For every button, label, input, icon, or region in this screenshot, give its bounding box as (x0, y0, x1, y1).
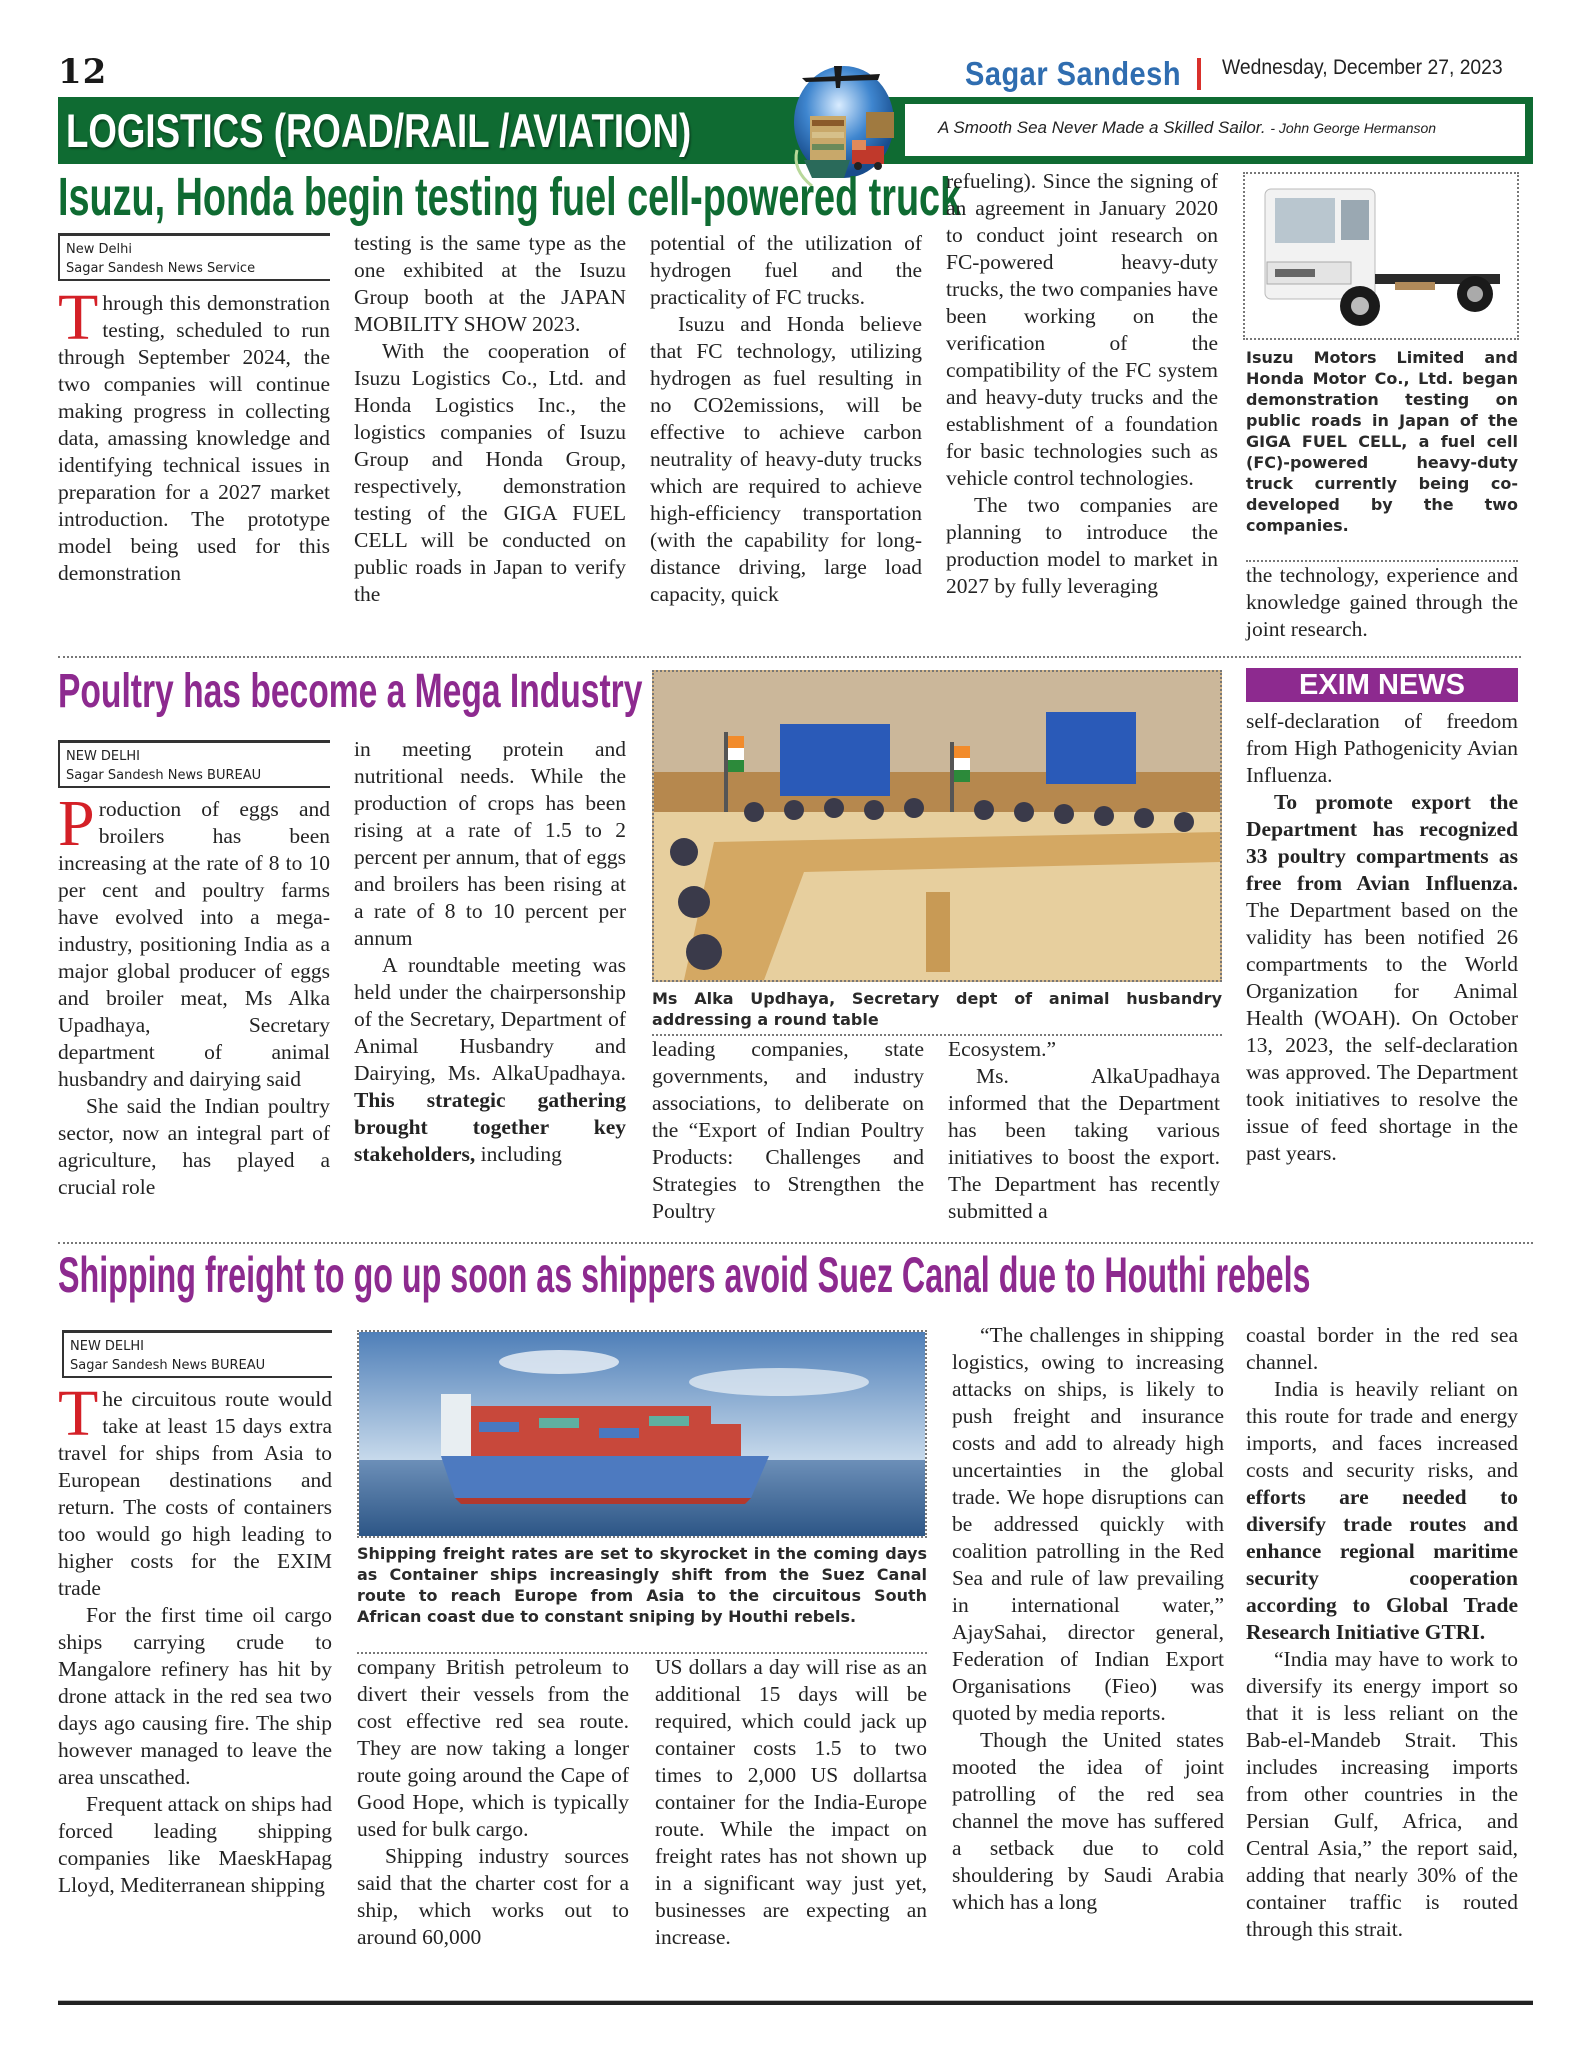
paragraph-text: The Department based on the validity has been notified 26 compartments to the World Organization for Animal Health (WOAH). On October 13, 2023, the self-declaration was approved. The Department took initiatives to resolve the issue of feed shortage in the past years. (1246, 898, 1518, 1165)
paragraph: Isuzu and Honda believe that FC technology, utilizing hydrogen as fuel resulting in no CO2emissions, will be effective to achieve carbon neutrality of heavy-duty trucks which are required to achieve high-efficiency transportation (with the capability for long-distance driving, large load capacity, quick (650, 312, 922, 606)
section-divider (58, 656, 1521, 658)
paragraph-text: India is heavily reliant on this route for trade and energy imports, and faces increased costs and security risks, and (1246, 1377, 1518, 1482)
article3-headline: Shipping freight to go up soon as shippers avoid Suez Canal due to Houthi rebels (58, 1247, 1311, 1303)
newspaper-brand: Sagar Sandesh (965, 56, 1182, 93)
byline-place: NEW DELHI (66, 749, 141, 764)
paragraph: Though the United states mooted the idea of joint patrolling of the red sea channel the move has suffered a setback due to cold shouldering by Saudi Arabia which has a long (952, 1728, 1224, 1914)
bold-text: efforts are needed to diversify trade routes and enhance regional maritime security cooperation according to Global Trade Research Initiative GTRI. (1246, 1485, 1518, 1644)
paragraph-text: A roundtable meeting was held under the chairpersonship of the Secretary, Department of Animal Husbandry and Dairying, Ms. AlkaUpadhaya. (354, 953, 626, 1085)
paragraph: Frequent attack on ships had forced leading shipping companies like MaeskHapag Lloyd, Mediterranean shipping (58, 1792, 333, 1897)
article2-column-1 (58, 787, 330, 1201)
article3-column-3 (655, 1654, 927, 1951)
paragraph: “India may have to work to diversify its energy import so that it is less reliant on the Bab-el-Mandeb Strait. This includes increasing imports from other countries in the Persian Gulf, Africa, and Central Asia,” the report said, adding that nearly 30% of the container traffic is routed through this strait. (1246, 1647, 1518, 1941)
byline-source: Sagar Sandesh News BUREAU (66, 768, 262, 783)
article3-byline (62, 1330, 332, 1378)
truck-photo (1243, 172, 1519, 340)
section-title: LOGISTICS (ROAD/RAIL /AVIATION) (66, 104, 692, 157)
article2-headline: Poultry has become a Mega Industry (58, 665, 643, 718)
byline-place: NEW DELHI (70, 1339, 145, 1354)
article1-headline: Isuzu, Honda begin testing fuel cell-powered truck (58, 167, 962, 227)
paragraph: hrough this demonstration testing, scheduled to run through September 2024, the two companies will continue making progress in collecting data, amassing knowledge and identifying technical issues in preparation for a 2027 market introduction. The prototype model being used for this demonstration (58, 291, 330, 585)
paragraph: Ms. AlkaUpadhaya informed that the Department has been taking various initiatives to boost the export. The Department has recently submitted a (948, 1064, 1220, 1223)
article1-column-5 (1246, 562, 1518, 643)
brand-separator (1197, 58, 1201, 90)
paragraph (1246, 789, 1518, 1167)
article1-column-2 (354, 230, 626, 608)
issue-date: Wednesday, December 27, 2023 (1222, 56, 1503, 79)
byline-source: Sagar Sandesh News BUREAU (70, 1358, 266, 1373)
container-ship-photo-caption: Shipping freight rates are set to skyrocket in the coming days as Container ships increasingly shift from the Suez Canal route to reach Europe from Asia to the circuitous South African coast due to constant sniping by Houthi rebels. (357, 1544, 927, 1626)
footer-rule (58, 2000, 1533, 2005)
paragraph: self-declaration of freedom from High Pathogenicity Avian Influenza. (1246, 709, 1518, 787)
article1-byline (58, 233, 330, 281)
byline-source: Sagar Sandesh News Service (66, 261, 256, 276)
roundtable-photo-caption: Ms Alka Updhaya, Secretary dept of animal husbandry addressing a round table (652, 989, 1222, 1029)
article3-column-2 (357, 1654, 629, 1951)
paragraph: Shipping industry sources said that the charter cost for a ship, which works out to around 60,000 (357, 1844, 629, 1949)
paragraph: coastal border in the red sea channel. (1246, 1323, 1518, 1374)
roundtable-photo (652, 670, 1222, 982)
paragraph (1246, 1376, 1518, 1646)
paragraph: US dollars a day will rise as an additional 15 days will be required, which could jack up container costs 1.5 to two times to 2,000 US dollartsa container for the India-Europe route. While the impact on freight rates has not shown up in a significant way just yet, businesses are expecting an increase. (655, 1655, 927, 1949)
paragraph-text: including (480, 1142, 562, 1166)
article1-column-1 (58, 281, 330, 587)
article2-column-3 (652, 1036, 924, 1225)
container-ship-image-icon (359, 1332, 925, 1536)
dropcap: P (58, 787, 95, 860)
article1-column-4 (946, 168, 1218, 600)
paragraph: The two companies are planning to introduce the production model to market in 2027 by fully leveraging (946, 493, 1218, 598)
fuel-cell-truck-image-icon (1245, 174, 1517, 338)
article3-column-5 (1246, 1322, 1518, 1943)
paragraph: he circuitous route would take at least 15 days extra travel for ships from Asia to European destinations and return. The costs of containers too would go high leading to higher costs for the EXIM trade (58, 1387, 332, 1600)
article3-column-1 (58, 1377, 333, 1899)
paragraph: For the first time oil cargo ships carrying crude to Mangalore refinery has hit by drone attack in the red sea two days ago causing fire. The ship however managed to leave the area unscathed. (58, 1603, 332, 1789)
paragraph: roduction of eggs and broilers has been increasing at the rate of 8 to 10 per cent and poultry farms have evolved into a mega-industry, positioning India as a major global producer of eggs and broiler meat, Ms Alka Upadhaya, Secretary department of animal husbandry and dairying said (58, 797, 330, 1091)
paragraph: refueling). Since the signing of an agreement in January 2020 to conduct joint research on FC-powered heavy-duty trucks, the two companies have been working on the verification of the compatibility of the FC system and heavy-duty trucks and the establishment of a foundation for basic technologies such as vehicle control technologies. (946, 169, 1218, 490)
paragraph: She said the Indian poultry sector, now an integral part of agriculture, has played a crucial role (58, 1094, 330, 1199)
exim-news-label: EXIM NEWS (1246, 668, 1518, 702)
masthead-quote (938, 118, 1436, 138)
article2-column-4 (948, 1036, 1220, 1225)
quote-author: - John George Hermanson (1270, 120, 1437, 136)
article1-column-3 (650, 230, 922, 608)
byline-place: New Delhi (66, 242, 132, 257)
paragraph (354, 952, 626, 1168)
paragraph: Ecosystem.” (948, 1037, 1057, 1061)
paragraph: the technology, experience and knowledge gained through the joint research. (1246, 563, 1518, 641)
paragraph: testing is the same type as the one exhibited at the Isuzu Group booth at the JAPAN MOBILITY SHOW 2023. (354, 231, 626, 336)
quote-text: A Smooth Sea Never Made a Skilled Sailor. (938, 118, 1266, 137)
paragraph: With the cooperation of Isuzu Logistics Co., Ltd. and Honda Logistics Inc., the logistics companies of Isuzu Group and Honda Group, respectively, demonstration testing of the GIGA FUEL CELL will be conducted on public roads in Japan to verify the (354, 339, 626, 606)
paragraph: potential of the utilization of hydrogen fuel and the practicality of FC trucks. (650, 231, 922, 309)
page-number: 12 (58, 52, 108, 92)
article2-column-2 (354, 736, 626, 1168)
dropcap: T (58, 281, 99, 354)
paragraph: leading companies, state governments, and industry associations, to deliberate on the “Export of Indian Poultry Products: Challenges and Strategies to Strengthen the Poultry (652, 1037, 924, 1223)
dropcap: T (58, 1377, 99, 1450)
article3-column-4 (952, 1322, 1224, 1916)
meeting-room-image-icon (654, 672, 1220, 980)
bold-text: This strategic gathering brought together key stakeholders, (354, 1088, 626, 1166)
paragraph: “The challenges in shipping logistics, owing to increasing attacks on ships, is likely to push freight and insurance costs and add to already high uncertainties in the global trade. We hope disruptions can be addressed quickly with coalition patrolling in the Red Sea and rule of law prevailing in international water,” AjaySahai, director general, Federation of Indian Export Organisations (Fieo) was quoted by media reports. (952, 1323, 1224, 1725)
article2-column-5 (1246, 708, 1518, 1167)
container-ship-photo (357, 1330, 927, 1538)
truck-photo-caption: Isuzu Motors Limited and Honda Motor Co., Ltd. began demonstration testing on public roads in Japan of the GIGA FUEL CELL, a fuel cell (FC)-powered heavy-duty truck currently being co-developed by the two companies. (1246, 348, 1518, 535)
article2-byline (58, 740, 330, 788)
bold-text: To promote export the Department has recognized 33 poultry compartments as free from Avian Influenza. (1246, 790, 1518, 895)
paragraph: company British petroleum to divert their vessels from the cost effective red sea route. They are now taking a longer route going around the Cape of Good Hope, which is typically used for bulk cargo. (357, 1655, 629, 1841)
paragraph: in meeting protein and nutritional needs. While the production of crops has been rising at a rate of 1.5 to 2 percent per annum, that of eggs and broilers has been rising at a rate of 8 to 10 percent per annum (354, 737, 626, 950)
section-divider (58, 1242, 1533, 1244)
